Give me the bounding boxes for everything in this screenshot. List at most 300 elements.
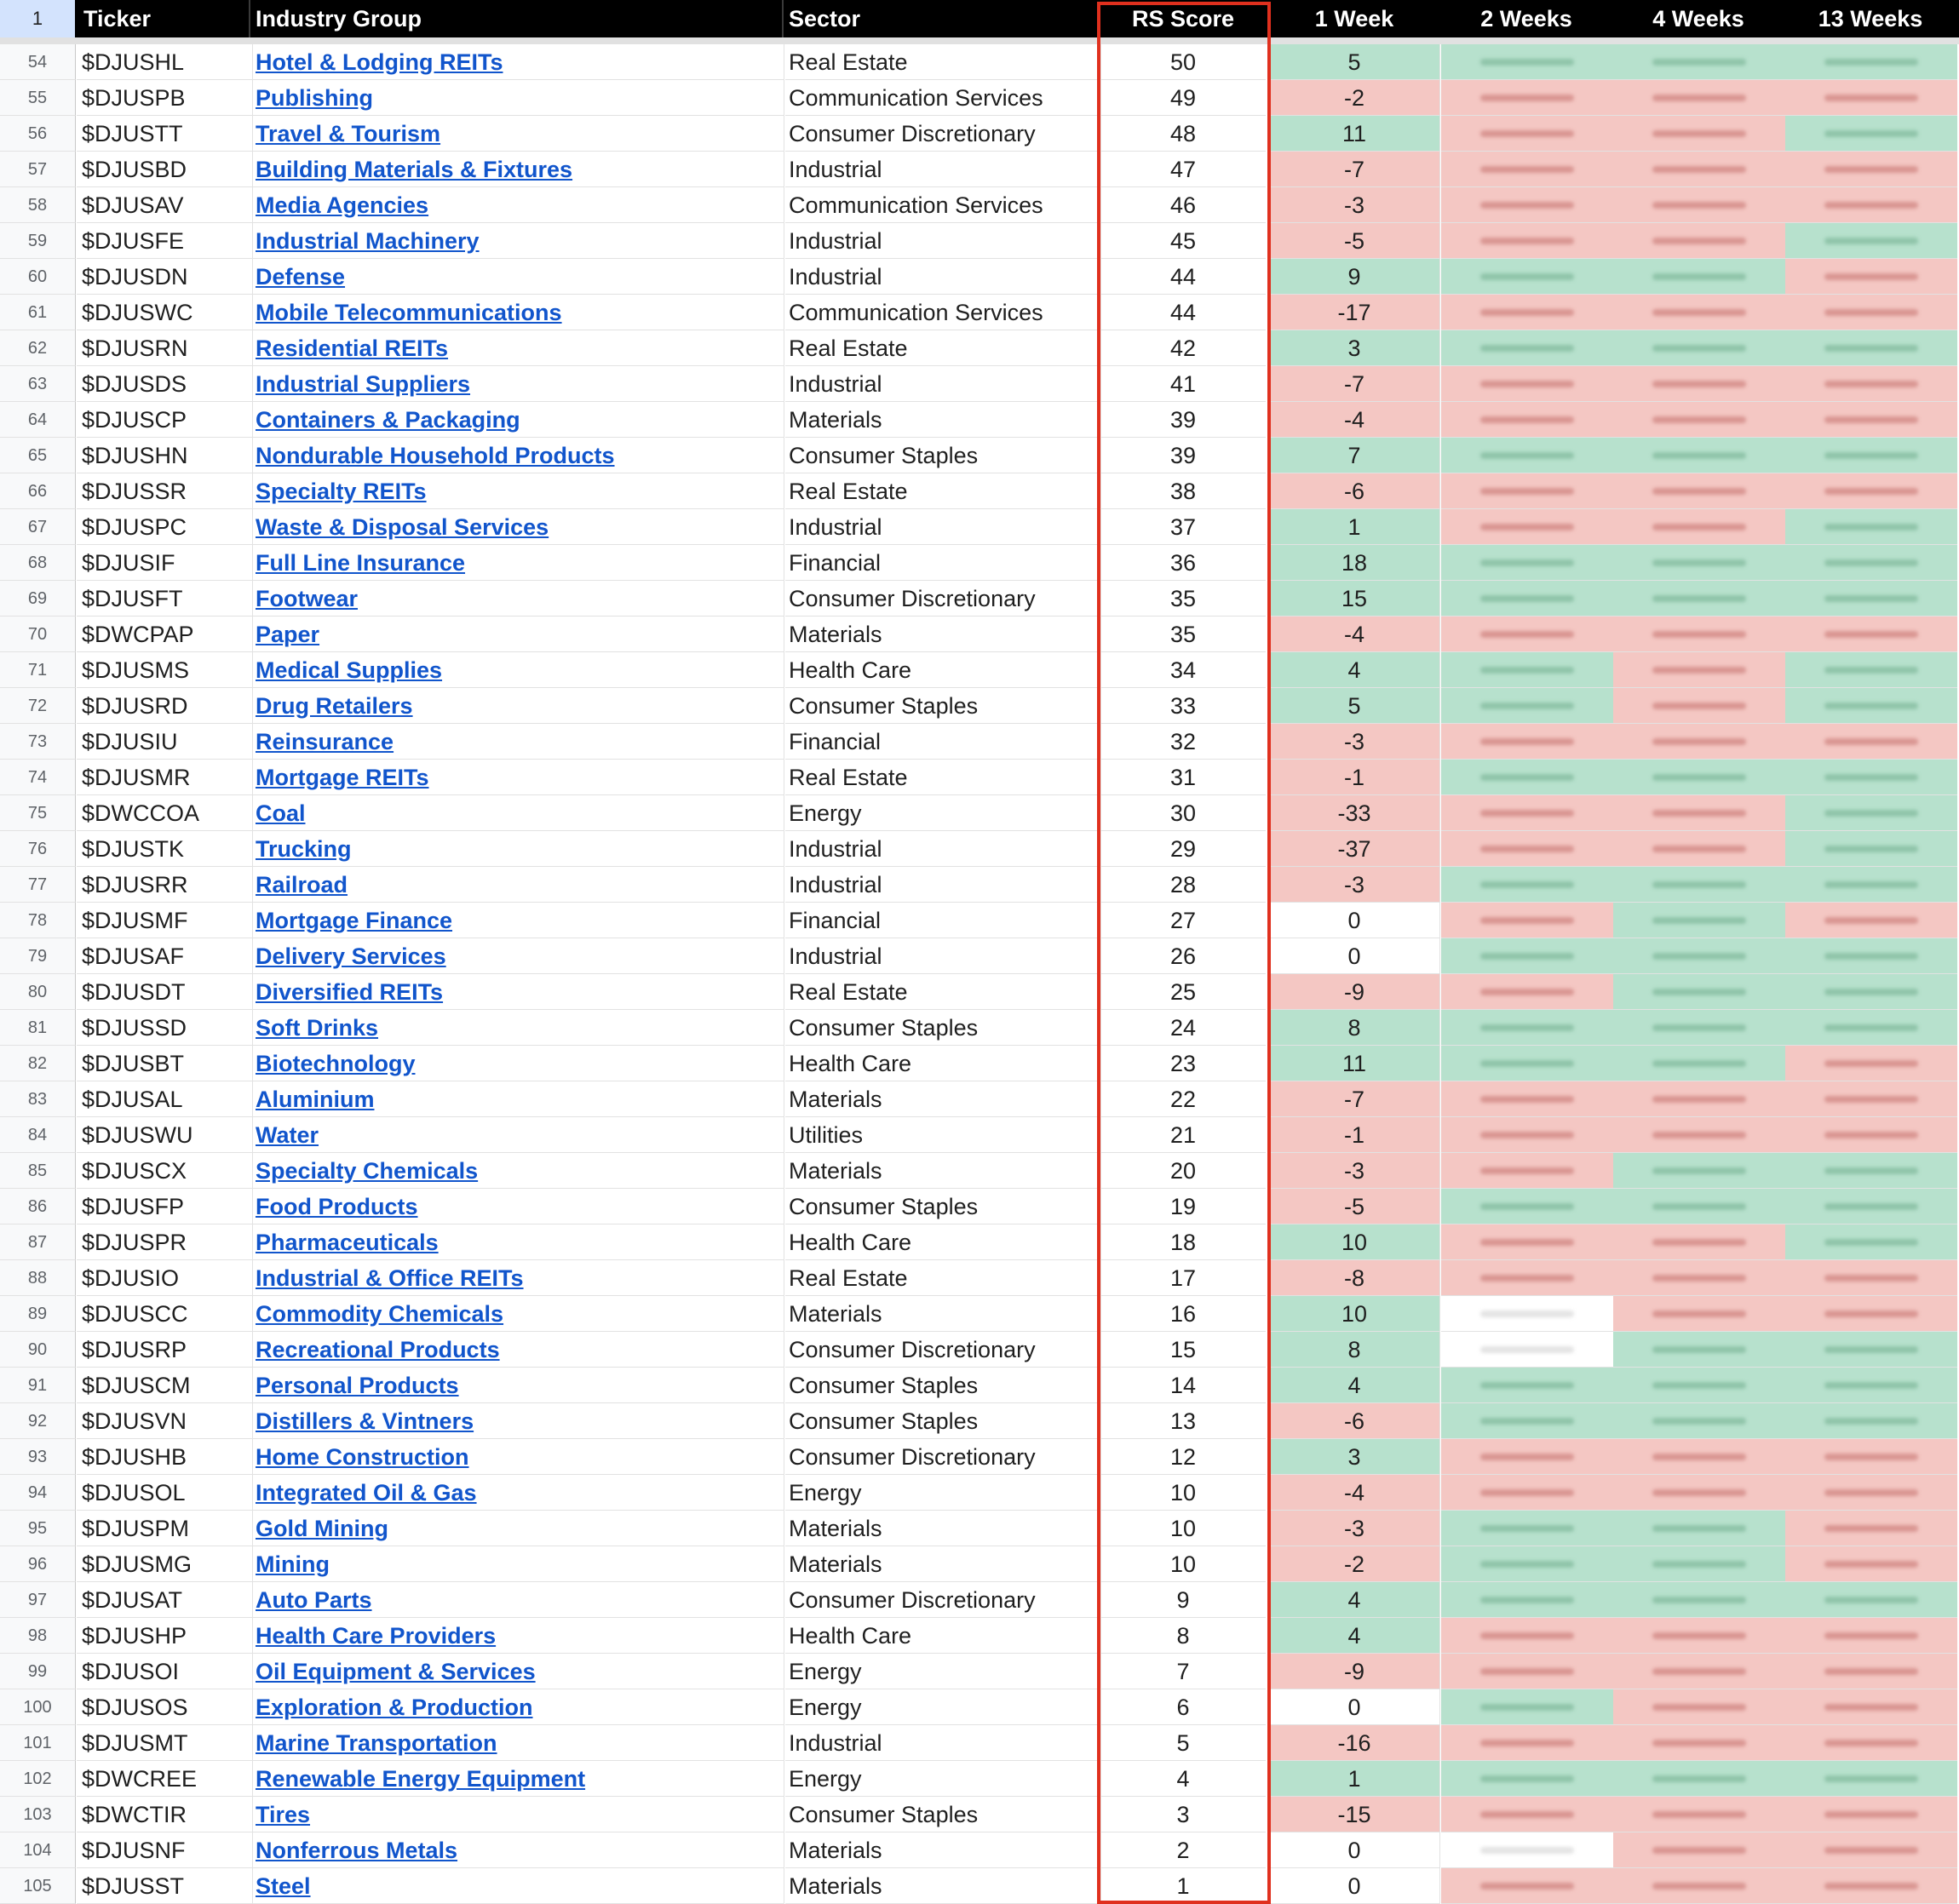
- rs-score-cell[interactable]: 13: [1100, 1403, 1266, 1439]
- sector-cell[interactable]: Consumer Staples: [785, 1797, 1101, 1832]
- sector-cell[interactable]: Real Estate: [785, 974, 1101, 1010]
- industry-group-cell[interactable]: [252, 259, 784, 295]
- sector-cell[interactable]: Materials: [785, 1296, 1101, 1332]
- sector-cell[interactable]: Consumer Staples: [785, 688, 1101, 724]
- week13-cell-blurred[interactable]: [1785, 152, 1957, 187]
- ticker-cell[interactable]: $DWCCOA: [77, 795, 253, 831]
- week4-cell-blurred[interactable]: [1613, 223, 1785, 259]
- industry-group-cell[interactable]: [252, 1868, 784, 1904]
- week4-cell-blurred[interactable]: [1613, 1117, 1785, 1153]
- row-number[interactable]: 86: [0, 1189, 76, 1224]
- week2-cell-blurred[interactable]: [1441, 1117, 1613, 1153]
- industry-group-cell[interactable]: [252, 1725, 784, 1761]
- week4-cell-blurred[interactable]: [1613, 1224, 1785, 1260]
- rs-score-cell[interactable]: 5: [1100, 1725, 1266, 1761]
- ticker-cell[interactable]: $DJUSIF: [77, 545, 253, 581]
- week1-cell[interactable]: 0: [1269, 1868, 1440, 1904]
- week1-cell[interactable]: -3: [1269, 724, 1440, 760]
- sector-cell[interactable]: Energy: [785, 1475, 1101, 1511]
- week2-cell-blurred[interactable]: [1441, 1511, 1613, 1546]
- rs-score-cell[interactable]: 35: [1100, 617, 1266, 652]
- industry-group-cell[interactable]: [252, 473, 784, 509]
- week13-cell-blurred[interactable]: [1785, 223, 1957, 259]
- week4-cell-blurred[interactable]: [1613, 1689, 1785, 1725]
- week1-cell[interactable]: -3: [1269, 1153, 1440, 1189]
- week2-cell-blurred[interactable]: [1441, 330, 1613, 366]
- industry-group-cell[interactable]: [252, 867, 784, 903]
- industry-group-cell[interactable]: [252, 44, 784, 80]
- week13-cell-blurred[interactable]: [1785, 402, 1957, 438]
- row-number[interactable]: 96: [0, 1546, 76, 1582]
- ticker-cell[interactable]: $DJUSCP: [77, 402, 253, 438]
- week4-cell-blurred[interactable]: [1613, 366, 1785, 402]
- rs-score-cell[interactable]: 12: [1100, 1439, 1266, 1475]
- week13-cell-blurred[interactable]: [1785, 581, 1957, 617]
- sector-cell[interactable]: Industrial: [785, 366, 1101, 402]
- ticker-cell[interactable]: $DJUSRP: [77, 1332, 253, 1368]
- week1-cell[interactable]: 3: [1269, 1439, 1440, 1475]
- sector-cell[interactable]: Health Care: [785, 1618, 1101, 1654]
- sector-cell[interactable]: Industrial: [785, 938, 1101, 974]
- week1-cell[interactable]: -3: [1269, 867, 1440, 903]
- week13-cell-blurred[interactable]: [1785, 80, 1957, 116]
- sector-cell[interactable]: Real Estate: [785, 330, 1101, 366]
- industry-group-link[interactable]: Personal Products: [256, 1373, 459, 1398]
- week1-cell[interactable]: -5: [1269, 223, 1440, 259]
- week2-cell-blurred[interactable]: [1441, 1582, 1613, 1618]
- week13-cell-blurred[interactable]: [1785, 1189, 1957, 1224]
- rs-score-cell[interactable]: 25: [1100, 974, 1266, 1010]
- ticker-cell[interactable]: $DJUSMF: [77, 903, 253, 938]
- week13-cell-blurred[interactable]: [1785, 688, 1957, 724]
- week13-cell-blurred[interactable]: [1785, 1081, 1957, 1117]
- ticker-cell[interactable]: $DJUSWU: [77, 1117, 253, 1153]
- row-number[interactable]: 95: [0, 1511, 76, 1546]
- rs-score-cell[interactable]: 33: [1100, 688, 1266, 724]
- rs-score-cell[interactable]: 15: [1100, 1332, 1266, 1368]
- sector-cell[interactable]: Real Estate: [785, 44, 1101, 80]
- row-number[interactable]: 78: [0, 903, 76, 938]
- week2-cell-blurred[interactable]: [1441, 1868, 1613, 1904]
- ticker-cell[interactable]: $DJUSOS: [77, 1689, 253, 1725]
- industry-group-link[interactable]: Publishing: [256, 85, 373, 111]
- sector-cell[interactable]: Communication Services: [785, 187, 1101, 223]
- rs-score-cell[interactable]: 3: [1100, 1797, 1266, 1832]
- ticker-cell[interactable]: $DJUSCM: [77, 1368, 253, 1403]
- industry-group-cell[interactable]: [252, 1832, 784, 1868]
- sector-cell[interactable]: Industrial: [785, 509, 1101, 545]
- week13-cell-blurred[interactable]: [1785, 1797, 1957, 1832]
- sector-cell[interactable]: Industrial: [785, 223, 1101, 259]
- rs-score-cell[interactable]: 14: [1100, 1368, 1266, 1403]
- ticker-cell[interactable]: $DWCREE: [77, 1761, 253, 1797]
- week13-cell-blurred[interactable]: [1785, 652, 1957, 688]
- week13-cell-blurred[interactable]: [1785, 366, 1957, 402]
- industry-group-link[interactable]: Nondurable Household Products: [256, 443, 615, 468]
- week2-cell-blurred[interactable]: [1441, 1189, 1613, 1224]
- industry-group-link[interactable]: Drug Retailers: [256, 693, 413, 719]
- sector-cell[interactable]: Financial: [785, 724, 1101, 760]
- week13-cell-blurred[interactable]: [1785, 1296, 1957, 1332]
- ticker-cell[interactable]: $DJUSCC: [77, 1296, 253, 1332]
- ticker-header[interactable]: Ticker: [83, 6, 152, 32]
- week2-cell-blurred[interactable]: [1441, 1046, 1613, 1081]
- week1-header[interactable]: 1 Week: [1314, 6, 1394, 32]
- week13-cell-blurred[interactable]: [1785, 1511, 1957, 1546]
- week1-cell[interactable]: 7: [1269, 438, 1440, 473]
- week13-cell-blurred[interactable]: [1785, 509, 1957, 545]
- industry-group-cell[interactable]: [252, 1368, 784, 1403]
- week2-cell-blurred[interactable]: [1441, 259, 1613, 295]
- week2-cell-blurred[interactable]: [1441, 760, 1613, 795]
- industry-group-cell[interactable]: [252, 795, 784, 831]
- week13-cell-blurred[interactable]: [1785, 1832, 1957, 1868]
- ticker-cell[interactable]: $DJUSAL: [77, 1081, 253, 1117]
- week13-cell-blurred[interactable]: [1785, 1475, 1957, 1511]
- sector-cell[interactable]: Consumer Staples: [785, 1368, 1101, 1403]
- week4-cell-blurred[interactable]: [1613, 44, 1785, 80]
- industry-group-cell[interactable]: [252, 295, 784, 330]
- week13-cell-blurred[interactable]: [1785, 974, 1957, 1010]
- week2-cell-blurred[interactable]: [1441, 1832, 1613, 1868]
- row-number[interactable]: 97: [0, 1582, 76, 1618]
- industry-group-link[interactable]: Specialty REITs: [256, 479, 427, 504]
- row-number[interactable]: 91: [0, 1368, 76, 1403]
- week1-cell[interactable]: -17: [1269, 295, 1440, 330]
- week4-cell-blurred[interactable]: [1613, 1654, 1785, 1689]
- sector-cell[interactable]: Real Estate: [785, 1260, 1101, 1296]
- week1-cell[interactable]: -3: [1269, 1511, 1440, 1546]
- rs-score-cell[interactable]: 37: [1100, 509, 1266, 545]
- week1-cell[interactable]: -8: [1269, 1260, 1440, 1296]
- ticker-cell[interactable]: $DJUSDN: [77, 259, 253, 295]
- industry-group-link[interactable]: Tires: [256, 1802, 311, 1827]
- rs-score-cell[interactable]: 45: [1100, 223, 1266, 259]
- week13-cell-blurred[interactable]: [1785, 724, 1957, 760]
- ticker-cell[interactable]: $DJUSBT: [77, 1046, 253, 1081]
- week2-cell-blurred[interactable]: [1441, 1081, 1613, 1117]
- row-number[interactable]: 85: [0, 1153, 76, 1189]
- week2-cell-blurred[interactable]: [1441, 1439, 1613, 1475]
- industry-group-link[interactable]: Reinsurance: [256, 729, 394, 754]
- row-number[interactable]: 55: [0, 80, 76, 116]
- rs-score-cell[interactable]: 10: [1100, 1546, 1266, 1582]
- week2-cell-blurred[interactable]: [1441, 938, 1613, 974]
- week2-cell-blurred[interactable]: [1441, 1224, 1613, 1260]
- row-number[interactable]: 66: [0, 473, 76, 509]
- industry-group-cell[interactable]: [252, 1439, 784, 1475]
- row-number[interactable]: 63: [0, 366, 76, 402]
- week2-cell-blurred[interactable]: [1441, 1546, 1613, 1582]
- week4-cell-blurred[interactable]: [1613, 1260, 1785, 1296]
- industry-group-link[interactable]: Containers & Packaging: [256, 407, 520, 433]
- rs-score-cell[interactable]: 18: [1100, 1224, 1266, 1260]
- week13-cell-blurred[interactable]: [1785, 867, 1957, 903]
- row-number[interactable]: 72: [0, 688, 76, 724]
- week1-cell[interactable]: 4: [1269, 1582, 1440, 1618]
- row-number[interactable]: 102: [0, 1761, 76, 1797]
- rs-score-cell[interactable]: 36: [1100, 545, 1266, 581]
- ticker-cell[interactable]: $DJUSHN: [77, 438, 253, 473]
- rs-score-cell[interactable]: 44: [1100, 295, 1266, 330]
- week4-cell-blurred[interactable]: [1613, 187, 1785, 223]
- ticker-cell[interactable]: $DJUSTK: [77, 831, 253, 867]
- industry-group-link[interactable]: Integrated Oil & Gas: [256, 1480, 477, 1505]
- week2-cell-blurred[interactable]: [1441, 44, 1613, 80]
- sector-cell[interactable]: Materials: [785, 1546, 1101, 1582]
- industry-group-link[interactable]: Aluminium: [256, 1087, 375, 1112]
- sector-cell[interactable]: Materials: [785, 1153, 1101, 1189]
- rs-score-cell[interactable]: 2: [1100, 1832, 1266, 1868]
- rs-score-cell[interactable]: 42: [1100, 330, 1266, 366]
- industry-group-link[interactable]: Mobile Telecommunications: [256, 300, 562, 325]
- industry-group-link[interactable]: Waste & Disposal Services: [256, 514, 549, 540]
- week13-cell-blurred[interactable]: [1785, 330, 1957, 366]
- week2-cell-blurred[interactable]: [1441, 1725, 1613, 1761]
- rs-score-cell[interactable]: 24: [1100, 1010, 1266, 1046]
- week13-cell-blurred[interactable]: [1785, 1689, 1957, 1725]
- industry-group-link[interactable]: Commodity Chemicals: [256, 1301, 504, 1327]
- week4-cell-blurred[interactable]: [1613, 1296, 1785, 1332]
- week1-cell[interactable]: 8: [1269, 1010, 1440, 1046]
- week4-cell-blurred[interactable]: [1613, 867, 1785, 903]
- row-number[interactable]: 82: [0, 1046, 76, 1081]
- sector-cell[interactable]: Materials: [785, 1868, 1101, 1904]
- industry-group-link[interactable]: Food Products: [256, 1194, 418, 1219]
- industry-group-cell[interactable]: [252, 903, 784, 938]
- week4-cell-blurred[interactable]: [1613, 80, 1785, 116]
- rs-score-cell[interactable]: 35: [1100, 581, 1266, 617]
- ticker-cell[interactable]: $DJUSHL: [77, 44, 253, 80]
- sector-cell[interactable]: Health Care: [785, 652, 1101, 688]
- ticker-cell[interactable]: $DJUSMS: [77, 652, 253, 688]
- week1-cell[interactable]: 4: [1269, 652, 1440, 688]
- row-number[interactable]: 68: [0, 545, 76, 581]
- rs-score-cell[interactable]: 31: [1100, 760, 1266, 795]
- sector-cell[interactable]: Industrial: [785, 867, 1101, 903]
- sector-cell[interactable]: Materials: [785, 1832, 1101, 1868]
- industry-group-link[interactable]: Oil Equipment & Services: [256, 1659, 536, 1684]
- sector-cell[interactable]: Energy: [785, 1654, 1101, 1689]
- row-number[interactable]: 98: [0, 1618, 76, 1654]
- week1-cell[interactable]: -16: [1269, 1725, 1440, 1761]
- ticker-cell[interactable]: $DJUSWC: [77, 295, 253, 330]
- ticker-cell[interactable]: $DJUSST: [77, 1868, 253, 1904]
- industry-group-cell[interactable]: [252, 1797, 784, 1832]
- sector-cell[interactable]: Consumer Staples: [785, 1010, 1101, 1046]
- week4-cell-blurred[interactable]: [1613, 402, 1785, 438]
- industry-group-cell[interactable]: [252, 1546, 784, 1582]
- week1-cell[interactable]: 9: [1269, 259, 1440, 295]
- row-number[interactable]: 105: [0, 1868, 76, 1904]
- week13-cell-blurred[interactable]: [1785, 1153, 1957, 1189]
- week2-cell-blurred[interactable]: [1441, 867, 1613, 903]
- industry-group-link[interactable]: Health Care Providers: [256, 1623, 497, 1649]
- rs-score-cell[interactable]: 19: [1100, 1189, 1266, 1224]
- industry-group-link[interactable]: Mining: [256, 1551, 330, 1577]
- week4-cell-blurred[interactable]: [1613, 652, 1785, 688]
- ticker-cell[interactable]: $DJUSPC: [77, 509, 253, 545]
- row-number[interactable]: 87: [0, 1224, 76, 1260]
- row-number[interactable]: 75: [0, 795, 76, 831]
- week4-cell-blurred[interactable]: [1613, 1546, 1785, 1582]
- week13-cell-blurred[interactable]: [1785, 1260, 1957, 1296]
- week2-cell-blurred[interactable]: [1441, 80, 1613, 116]
- rs-score-cell[interactable]: 29: [1100, 831, 1266, 867]
- week2-cell-blurred[interactable]: [1441, 581, 1613, 617]
- week1-cell[interactable]: 4: [1269, 1618, 1440, 1654]
- rs-score-cell[interactable]: 27: [1100, 903, 1266, 938]
- week2-cell-blurred[interactable]: [1441, 545, 1613, 581]
- industry-group-cell[interactable]: [252, 223, 784, 259]
- industry-group-link[interactable]: Nonferrous Metals: [256, 1838, 458, 1863]
- week2-cell-blurred[interactable]: [1441, 366, 1613, 402]
- ticker-cell[interactable]: $DJUSPM: [77, 1511, 253, 1546]
- industry-group-link[interactable]: Diversified REITs: [256, 979, 444, 1005]
- industry-group-link[interactable]: Media Agencies: [256, 192, 429, 218]
- ticker-cell[interactable]: $DJUSPB: [77, 80, 253, 116]
- week4-cell-blurred[interactable]: [1613, 1725, 1785, 1761]
- row-number[interactable]: 79: [0, 938, 76, 974]
- row-number[interactable]: 101: [0, 1725, 76, 1761]
- row-number-header[interactable]: 1: [0, 0, 75, 37]
- rs-score-cell[interactable]: 22: [1100, 1081, 1266, 1117]
- week4-cell-blurred[interactable]: [1613, 330, 1785, 366]
- week4-cell-blurred[interactable]: [1613, 1189, 1785, 1224]
- week13-cell-blurred[interactable]: [1785, 1332, 1957, 1368]
- week2-cell-blurred[interactable]: [1441, 1403, 1613, 1439]
- industry-group-cell[interactable]: [252, 1010, 784, 1046]
- sector-cell[interactable]: Industrial: [785, 1725, 1101, 1761]
- week4-cell-blurred[interactable]: [1613, 1475, 1785, 1511]
- week1-cell[interactable]: -37: [1269, 831, 1440, 867]
- week4-cell-blurred[interactable]: [1613, 1046, 1785, 1081]
- sector-cell[interactable]: Real Estate: [785, 760, 1101, 795]
- industry-group-cell[interactable]: [252, 1475, 784, 1511]
- week13-cell-blurred[interactable]: [1785, 259, 1957, 295]
- industry-group-header[interactable]: Industry Group: [256, 6, 422, 32]
- industry-group-cell[interactable]: [252, 652, 784, 688]
- ticker-cell[interactable]: $DJUSCX: [77, 1153, 253, 1189]
- week1-cell[interactable]: 5: [1269, 44, 1440, 80]
- sector-cell[interactable]: Materials: [785, 1081, 1101, 1117]
- week2-cell-blurred[interactable]: [1441, 223, 1613, 259]
- week2-cell-blurred[interactable]: [1441, 1761, 1613, 1797]
- rs-score-cell[interactable]: 30: [1100, 795, 1266, 831]
- rs-score-cell[interactable]: 28: [1100, 867, 1266, 903]
- industry-group-link[interactable]: Auto Parts: [256, 1587, 372, 1613]
- industry-group-link[interactable]: Renewable Energy Equipment: [256, 1766, 586, 1792]
- rs-score-cell[interactable]: 32: [1100, 724, 1266, 760]
- industry-group-cell[interactable]: [252, 724, 784, 760]
- row-number[interactable]: 71: [0, 652, 76, 688]
- industry-group-cell[interactable]: [252, 1117, 784, 1153]
- rs-score-cell[interactable]: 20: [1100, 1153, 1266, 1189]
- industry-group-cell[interactable]: [252, 938, 784, 974]
- week1-cell[interactable]: -9: [1269, 1654, 1440, 1689]
- week2-cell-blurred[interactable]: [1441, 295, 1613, 330]
- week2-cell-blurred[interactable]: [1441, 652, 1613, 688]
- row-number[interactable]: 59: [0, 223, 76, 259]
- row-number[interactable]: 57: [0, 152, 76, 187]
- ticker-cell[interactable]: $DJUSTT: [77, 116, 253, 152]
- rs-score-cell[interactable]: 10: [1100, 1511, 1266, 1546]
- week4-cell-blurred[interactable]: [1613, 116, 1785, 152]
- week13-cell-blurred[interactable]: [1785, 1654, 1957, 1689]
- week1-cell[interactable]: 1: [1269, 509, 1440, 545]
- week1-cell[interactable]: 0: [1269, 903, 1440, 938]
- industry-group-link[interactable]: Medical Supplies: [256, 657, 443, 683]
- industry-group-cell[interactable]: [252, 1189, 784, 1224]
- week1-cell[interactable]: 8: [1269, 1332, 1440, 1368]
- week4-cell-blurred[interactable]: [1613, 1010, 1785, 1046]
- industry-group-link[interactable]: Defense: [256, 264, 346, 290]
- week2-cell-blurred[interactable]: [1441, 1010, 1613, 1046]
- week1-cell[interactable]: 4: [1269, 1368, 1440, 1403]
- week13-cell-blurred[interactable]: [1785, 795, 1957, 831]
- week4-cell-blurred[interactable]: [1613, 473, 1785, 509]
- rs-score-cell[interactable]: 4: [1100, 1761, 1266, 1797]
- week4-cell-blurred[interactable]: [1613, 1618, 1785, 1654]
- sector-cell[interactable]: Financial: [785, 545, 1101, 581]
- sector-header[interactable]: Sector: [789, 6, 861, 32]
- week4-cell-blurred[interactable]: [1613, 1797, 1785, 1832]
- row-number[interactable]: 99: [0, 1654, 76, 1689]
- ticker-cell[interactable]: $DJUSDS: [77, 366, 253, 402]
- row-number[interactable]: 90: [0, 1332, 76, 1368]
- week13-cell-blurred[interactable]: [1785, 545, 1957, 581]
- rs-score-cell[interactable]: 9: [1100, 1582, 1266, 1618]
- week4-cell-blurred[interactable]: [1613, 545, 1785, 581]
- industry-group-cell[interactable]: [252, 581, 784, 617]
- week4-cell-blurred[interactable]: [1613, 509, 1785, 545]
- row-number[interactable]: 62: [0, 330, 76, 366]
- week13-cell-blurred[interactable]: [1785, 1368, 1957, 1403]
- rs-score-cell[interactable]: 41: [1100, 366, 1266, 402]
- week2-cell-blurred[interactable]: [1441, 1689, 1613, 1725]
- ticker-cell[interactable]: $DJUSIU: [77, 724, 253, 760]
- week4-cell-blurred[interactable]: [1613, 1439, 1785, 1475]
- industry-group-cell[interactable]: [252, 1224, 784, 1260]
- industry-group-cell[interactable]: [252, 617, 784, 652]
- week1-cell[interactable]: 0: [1269, 1689, 1440, 1725]
- week2-cell-blurred[interactable]: [1441, 438, 1613, 473]
- week1-cell[interactable]: -1: [1269, 1117, 1440, 1153]
- week4-cell-blurred[interactable]: [1613, 1081, 1785, 1117]
- ticker-cell[interactable]: $DJUSMR: [77, 760, 253, 795]
- ticker-cell[interactable]: $DJUSFT: [77, 581, 253, 617]
- week2-cell-blurred[interactable]: [1441, 1654, 1613, 1689]
- week1-cell[interactable]: 1: [1269, 1761, 1440, 1797]
- week1-cell[interactable]: 18: [1269, 545, 1440, 581]
- week1-cell[interactable]: -33: [1269, 795, 1440, 831]
- ticker-cell[interactable]: $DJUSOL: [77, 1475, 253, 1511]
- ticker-cell[interactable]: $DJUSAT: [77, 1582, 253, 1618]
- industry-group-link[interactable]: Industrial Suppliers: [256, 371, 471, 397]
- industry-group-link[interactable]: Coal: [256, 800, 306, 826]
- week4-cell-blurred[interactable]: [1613, 617, 1785, 652]
- row-number[interactable]: 83: [0, 1081, 76, 1117]
- week4-cell-blurred[interactable]: [1613, 688, 1785, 724]
- week1-cell[interactable]: -6: [1269, 1403, 1440, 1439]
- row-number[interactable]: 103: [0, 1797, 76, 1832]
- week4-cell-blurred[interactable]: [1613, 831, 1785, 867]
- week2-cell-blurred[interactable]: [1441, 152, 1613, 187]
- industry-group-link[interactable]: Exploration & Production: [256, 1695, 533, 1720]
- sector-cell[interactable]: Industrial: [785, 831, 1101, 867]
- row-number[interactable]: 58: [0, 187, 76, 223]
- industry-group-cell[interactable]: [252, 1403, 784, 1439]
